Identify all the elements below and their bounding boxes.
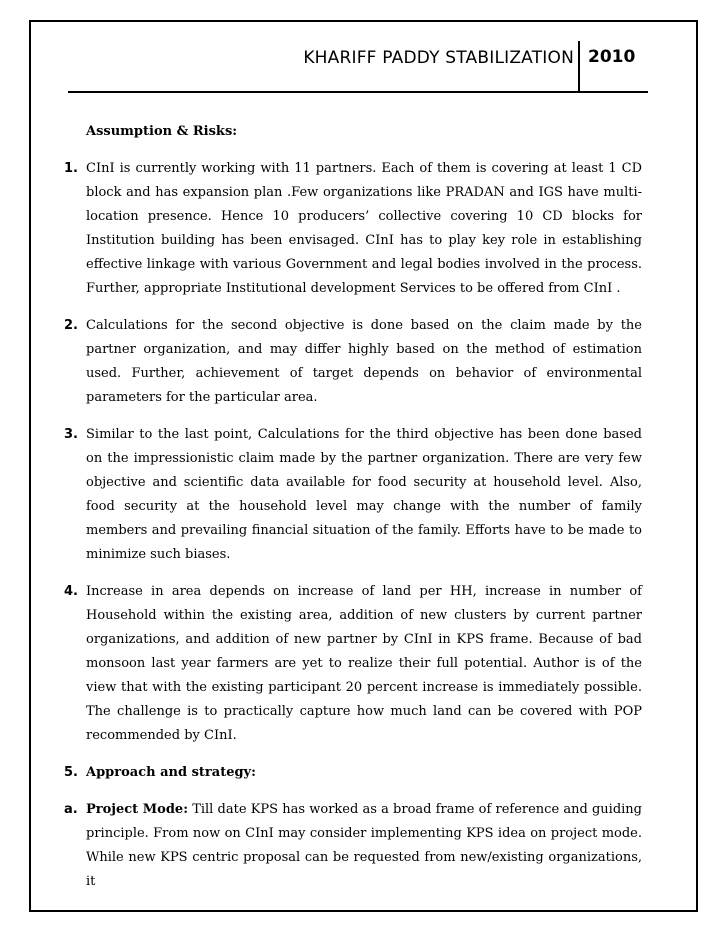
list-item-3 xyxy=(64,423,642,567)
list-item-5 xyxy=(64,761,642,785)
header-divider xyxy=(578,41,580,93)
document-body xyxy=(64,120,642,907)
list-item-4 xyxy=(64,580,642,748)
list-marker: 1. xyxy=(64,161,78,176)
section-heading: Assumption & Risks: xyxy=(86,124,238,139)
list-item-text: CInI is currently working with 11 partners. Each of them is covering at least 1 CD block and has expansion plan .Few organizations like PRADAN and IGS have multi-location presence. Hence 10 producers’ collective covering 10 CD blocks for Institution building has been envisaged. CInI has to play key role in establishing effective linkage with various Government and legal bodies involved in the process. Further, appropriate Institutional development Services to be offered from CInI . xyxy=(86,161,642,296)
header-title: KHARIFF PADDY STABILIZATION xyxy=(303,48,574,68)
approach-heading: Approach and strategy: xyxy=(86,765,256,780)
list-item-text: Till date KPS has worked as a broad frame of reference and guiding principle. From now on CInI may consider implementing KPS idea on project mode. While new KPS centric proposal can be requested from new/existing organizations, it xyxy=(86,802,642,889)
list-item-1 xyxy=(64,157,642,301)
list-marker: 4. xyxy=(64,584,78,599)
header-year: 2010 xyxy=(588,47,636,67)
project-mode-label: Project Mode: xyxy=(86,802,188,817)
list-item-2 xyxy=(64,314,642,410)
list-marker: 2. xyxy=(64,318,78,333)
list-marker: 5. xyxy=(64,765,78,780)
list-item-text: Increase in area depends on increase of land per HH, increase in number of Household within the existing area, addition of new clusters by current partner organizations, and addition of new partner by CInI in KPS frame. Because of bad monsoon last year farmers are yet to realize their full potential. Author is of the view that with the existing participant 20 percent increase is immediately possible. The challenge is to practically capture how much land can be covered with POP recommended by CInI. xyxy=(86,584,642,743)
list-item-a xyxy=(64,798,642,894)
list-marker: a. xyxy=(64,802,78,817)
page-header xyxy=(68,41,648,93)
list-item-text: Calculations for the second objective is done based on the claim made by the partner organization, and may differ highly based on the method of estimation used. Further, achievement of target depends on behavior of environmental parameters for the particular area. xyxy=(86,318,642,405)
list-marker: 3. xyxy=(64,427,78,442)
header-rule xyxy=(68,91,648,93)
list-item-text: Similar to the last point, Calculations for the third objective has been done based on the impressionistic claim made by the partner organization. There are very few objective and scientific data available for food security at household level. Also, food security at the household level may change with the number of family members and prevailing financial situation of the family. Efforts have to be made to minimize such biases. xyxy=(86,427,642,562)
